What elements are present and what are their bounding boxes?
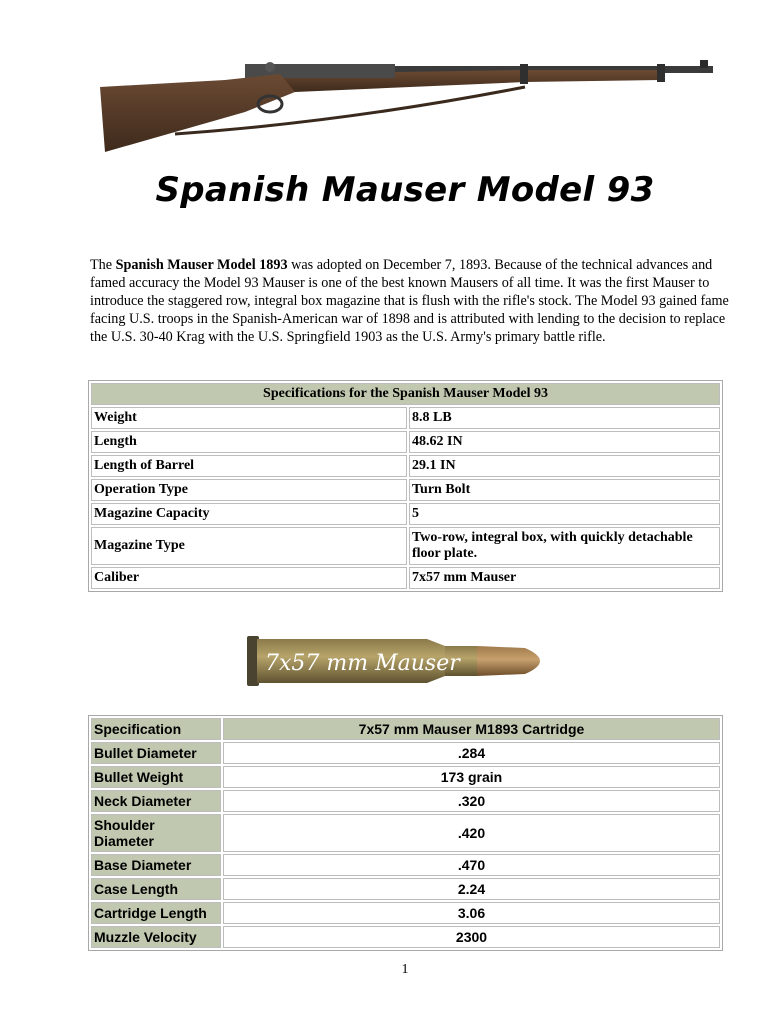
- spec-value: 48.62 IN: [409, 431, 720, 453]
- cartridge-table-header-label: Specification: [91, 718, 221, 740]
- spec-label: Magazine Capacity: [91, 503, 407, 525]
- table-row: [91, 455, 720, 477]
- intro-lead: The: [90, 257, 116, 273]
- cartridge-spec-label: Case Length: [91, 878, 221, 900]
- spec-value: 7x57 mm Mauser: [409, 567, 720, 589]
- cartridge-spec-label: Shoulder Diameter: [91, 814, 221, 852]
- spec-label: Weight: [91, 407, 407, 429]
- cartridge-spec-label: Bullet Weight: [91, 766, 221, 788]
- rifle-image: [95, 52, 720, 162]
- cartridge-spec-table: [88, 715, 723, 951]
- cartridge-spec-value: .320: [223, 790, 720, 812]
- cartridge-spec-value: .420: [223, 814, 720, 852]
- table-row: [91, 479, 720, 501]
- cartridge-spec-value: 173 grain: [223, 766, 720, 788]
- table-row: [91, 814, 720, 852]
- spec-label: Caliber: [91, 567, 407, 589]
- cartridge-spec-label: Base Diameter: [91, 854, 221, 876]
- table-row: [91, 407, 720, 429]
- table-row: [91, 926, 720, 948]
- spec-label: Length of Barrel: [91, 455, 407, 477]
- spec-label: Length: [91, 431, 407, 453]
- table-row: [91, 527, 720, 565]
- table-row: [91, 503, 720, 525]
- spec-value: 8.8 LB: [409, 407, 720, 429]
- cartridge-image: [245, 632, 557, 690]
- cartridge-spec-value: .470: [223, 854, 720, 876]
- cartridge-spec-label: Muzzle Velocity: [91, 926, 221, 948]
- cartridge-spec-label: Cartridge Length: [91, 902, 221, 924]
- cartridge-table-header-value: 7x57 mm Mauser M1893 Cartridge: [223, 718, 720, 740]
- rifle-spec-table: [88, 380, 723, 592]
- table-row: [91, 878, 720, 900]
- spec-label: Magazine Type: [91, 527, 407, 565]
- table-row: [91, 431, 720, 453]
- intro-bold-name: Spanish Mauser Model 1893: [115, 257, 288, 273]
- page-number: 1: [401, 962, 409, 977]
- page-title: Spanish Mauser Model 93: [155, 170, 655, 210]
- spec-value: 29.1 IN: [409, 455, 720, 477]
- intro-paragraph: [90, 256, 730, 346]
- table-row: [91, 766, 720, 788]
- cartridge-label: 7x57 mm Mauser: [265, 651, 460, 676]
- spec-label: Operation Type: [91, 479, 407, 501]
- cartridge-spec-value: .284: [223, 742, 720, 764]
- table-row: [91, 854, 720, 876]
- table-row: [91, 902, 720, 924]
- cartridge-spec-value: 2.24: [223, 878, 720, 900]
- table-row: [91, 567, 720, 589]
- cartridge-spec-value: 2300: [223, 926, 720, 948]
- spec-value: Turn Bolt: [409, 479, 720, 501]
- rifle-spec-table-header: Specifications for the Spanish Mauser Model 93: [91, 383, 720, 405]
- cartridge-spec-label: Neck Diameter: [91, 790, 221, 812]
- cartridge-spec-label: Bullet Diameter: [91, 742, 221, 764]
- intro-body: was adopted on December 7, 1893. Because of the technical advances and famed accuracy the Model 93 Mauser is one of the best known Mausers of all time. It was the first Mauser to introduce the staggered row, integral box magazine that is flush with the rifle's stock. The Model 93 gained fame facing U.S. troops in the Spanish-American war of 1898 and is attributed with lending to the decision to replace the U.S. 30-40 Krag with the U.S. Springfield 1903 as the U.S. Army's primary battle rifle.: [90, 257, 729, 345]
- table-row: [91, 790, 720, 812]
- cartridge-spec-value: 3.06: [223, 902, 720, 924]
- spec-value: Two-row, integral box, with quickly detachable floor plate.: [409, 527, 720, 565]
- spec-value: 5: [409, 503, 720, 525]
- table-row: [91, 742, 720, 764]
